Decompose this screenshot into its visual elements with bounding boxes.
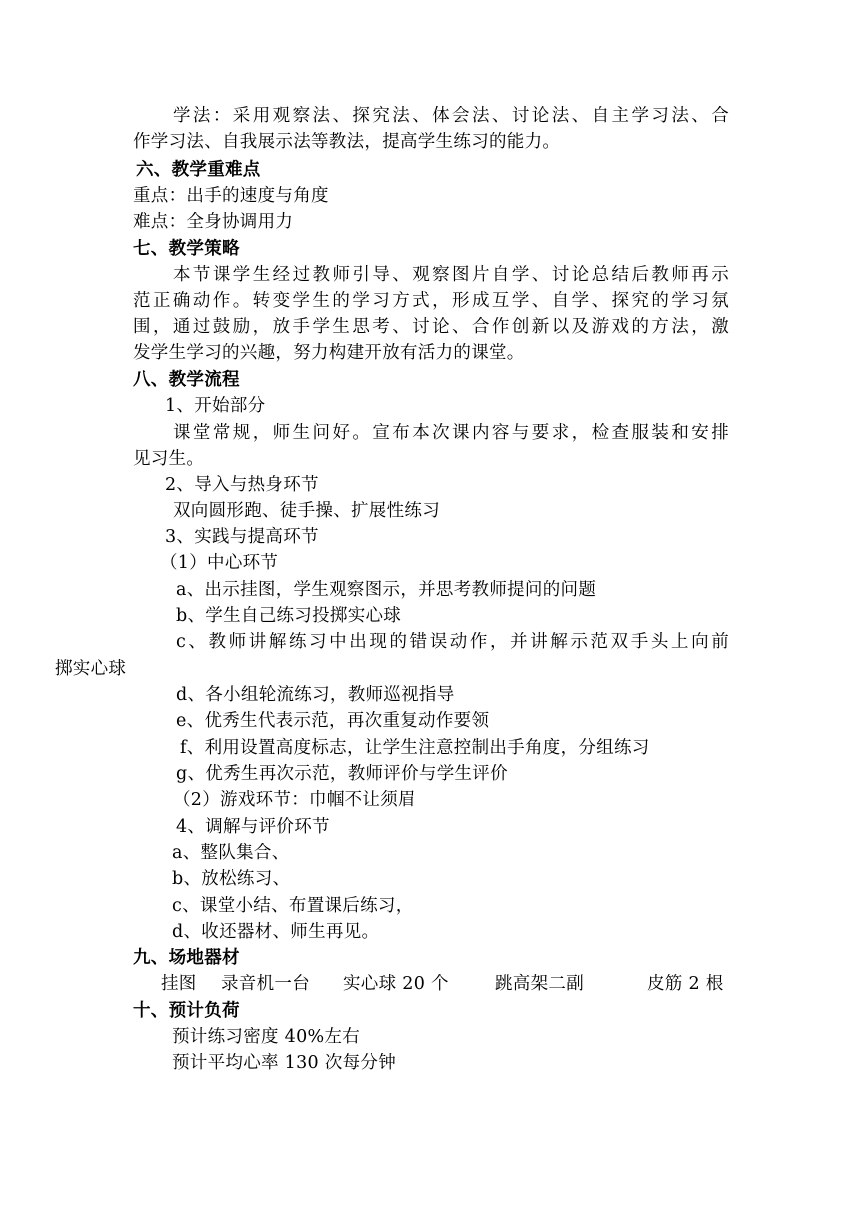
end-item-b: b、放松练习、: [172, 869, 291, 889]
part-2-title: 2、导入与热身环节: [165, 475, 319, 495]
part-1-title: 1、开始部分: [165, 396, 266, 416]
end-item-a: a、整队集合、: [172, 843, 290, 863]
strategy-line-3: 围，通过鼓励，放手学生思考、讨论、合作创新以及游戏的方法，激: [133, 317, 729, 337]
center-item-c-line-2: 掷实心球: [55, 659, 127, 679]
strategy-line-2: 范正确动作。转变学生的学习方式，形成互学、自学、探究的学习氛: [133, 291, 729, 311]
part-1-line-2: 见习生。: [133, 449, 205, 469]
equipment-item: 录音机一台: [221, 974, 310, 994]
center-item-g: g、优秀生再次示范，教师评价与学生评价: [176, 764, 508, 784]
center-section-title: （1）中心环节: [160, 553, 279, 573]
equipment-item: 挂图: [161, 974, 197, 994]
equipment-item: 跳高架二副: [495, 974, 584, 994]
study-method-line-2: 作学习法、自我展示法等教法，提高学生练习的能力。: [133, 132, 561, 152]
game-section-title: （2）游戏环节：巾帼不让须眉: [173, 790, 416, 810]
equipment-list: [0, 971, 860, 997]
key-point: 重点：出手的速度与角度: [133, 186, 329, 206]
section-6-heading: 六、教学重难点: [136, 160, 261, 180]
expected-density: 预计练习密度 40%左右: [172, 1027, 361, 1047]
center-item-d: d、各小组轮流练习，教师巡视指导: [176, 685, 455, 705]
study-method-line-1: 学法：采用观察法、探究法、体会法、讨论法、自主学习法、合: [173, 106, 729, 126]
center-item-c-line-1: c、教师讲解练习中出现的错误动作，并讲解示范双手头上向前: [176, 632, 729, 652]
part-1-line-1: 课堂常规，师生问好。宣布本次课内容与要求，检查服装和安排: [173, 423, 729, 443]
part-2-body: 双向圆形跑、徒手操、扩展性练习: [173, 501, 440, 521]
center-item-a: a、出示挂图，学生观察图示，并思考教师提问的问题: [176, 580, 597, 600]
center-item-e: e、优秀生代表示范，再次重复动作要领: [176, 711, 490, 731]
end-item-c: c、课堂小结、布置课后练习，: [172, 896, 414, 916]
section-8-heading: 八、教学流程: [133, 370, 240, 390]
part-3-title: 3、实践与提高环节: [165, 527, 319, 547]
equipment-item: 实心球 20 个: [343, 974, 449, 994]
section-10-heading: 十、预计负荷: [133, 1001, 240, 1021]
center-item-f: f、利用设置高度标志，让学生注意控制出手角度，分组练习: [180, 738, 650, 758]
equipment-item: 皮筋 2 根: [647, 974, 724, 994]
difficulty: 难点：全身协调用力: [133, 212, 294, 232]
part-4-title: 4、调解与评价环节: [176, 817, 330, 837]
section-7-heading: 七、教学策略: [133, 239, 240, 259]
center-item-b: b、学生自己练习投掷实心球: [176, 606, 402, 626]
end-item-d: d、收还器材、师生再见。: [172, 922, 380, 942]
strategy-line-1: 本节课学生经过教师引导、观察图片自学、讨论总结后教师再示: [173, 265, 729, 285]
strategy-line-4: 发学生学习的兴趣，努力构建开放有活力的课堂。: [133, 343, 525, 363]
section-9-heading: 九、场地器材: [133, 948, 240, 968]
expected-heart-rate: 预计平均心率 130 次每分钟: [172, 1053, 397, 1073]
